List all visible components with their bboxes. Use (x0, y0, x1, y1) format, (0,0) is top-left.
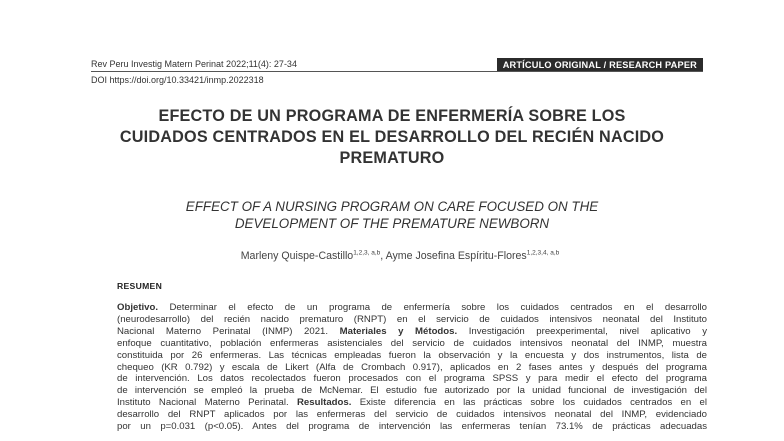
abstract-line: chequeo (KR 0.792) y escala de Likert (Alfa de Crombach 0.917), aplicados en 2 fases antes y después del programa (117, 361, 707, 373)
section-label-metodos: Materiales y Métodos. (339, 325, 458, 337)
section-label-resultados: Resultados. (297, 397, 352, 409)
abstract-line (117, 302, 707, 314)
author-list (120, 250, 680, 262)
header-rule (91, 71, 703, 72)
author-affiliation: 1,2,3, a,b (353, 249, 381, 257)
article-type-badge: ARTÍCULO ORIGINAL / RESEARCH PAPER (497, 58, 703, 72)
abstract-text: Nacional Materno Perinatal (INMP) 2021. (117, 325, 329, 337)
title-line: PREMATURO (339, 149, 445, 167)
title-line: CUIDADOS CENTRADOS EN EL DESARROLLO DEL RECIÉN NACIDO (119, 128, 665, 146)
title-line: EFECTO DE UN PROGRAMA DE ENFERMERÍA SOBRE LOS (158, 107, 626, 125)
journal-citation: Rev Peru Investig Matern Perinat 2022;11(4): 27-34 (91, 59, 297, 69)
abstract-line (117, 397, 707, 409)
abstract-line: desarrollo del RNPT aplicados por las enfermeras del servicio de cuidados intensivos neonatal del INMP, evidenciado (117, 409, 707, 421)
subtitle-line: DEVELOPMENT OF THE PREMATURE NEWBORN (234, 216, 550, 231)
abstract-heading: RESUMEN (117, 281, 163, 291)
abstract-line: de intervención se empleó la prueba de McNemar. El estudio fue autorizado por la unidad funcional de investigación del (117, 385, 707, 397)
abstract-text: Determinar el efecto de un programa de enfermería sobre los cuidados centrados en el desarrollo (158, 302, 707, 313)
article-title-english (110, 198, 674, 232)
doi-link[interactable]: DOI https://doi.org/10.33421/inmp.2022318 (91, 75, 264, 85)
author-affiliation: 1,2,3,4, a,b (526, 249, 560, 257)
abstract-body (117, 302, 707, 433)
abstract-line: (neurodesarrollo) del recién nacido prematuro (RNPT) en el servicio de cuidados intensivos neonatal del Instituto (117, 313, 707, 325)
subtitle-line: EFFECT OF A NURSING PROGRAM ON CARE FOCUSED ON THE (185, 199, 599, 214)
abstract-line: por un p=0.031 (p<0.05). Antes del programa de intervención las enfermeras tenían 73.1% de prácticas adecuadas (117, 421, 707, 433)
abstract-text: Instituto Nacional Materno Perinatal. (117, 397, 289, 409)
abstract-line: de intervención. Los datos recolectados fueron procesados con el programa SPSS y para medir el efecto del programa (117, 373, 707, 385)
abstract-line (117, 326, 707, 338)
author-name: Marleny Quispe-Castillo (240, 250, 354, 262)
article-title (80, 106, 704, 169)
author-name: Ayme Josefina Espíritu-Flores (385, 250, 527, 262)
abstract-text: Investigación preexperimental, nivel aplicativo y (457, 325, 707, 337)
abstract-line: enfoque cuantitativo, población enfermeras asistenciales del servicio de cuidados intensivos neonatal del INMP, muestra (117, 337, 707, 349)
author-separator: , (380, 250, 386, 262)
abstract-text: Existe diferencia en las prácticas sobre los cuidados centrados en el (351, 397, 708, 409)
abstract-line: constituida por 26 enfermeras. Las técnicas empleadas fueron la observación y la encuesta y dos instrumentos, lista de (117, 349, 707, 361)
section-label-objetivo: Objetivo. (117, 302, 159, 313)
